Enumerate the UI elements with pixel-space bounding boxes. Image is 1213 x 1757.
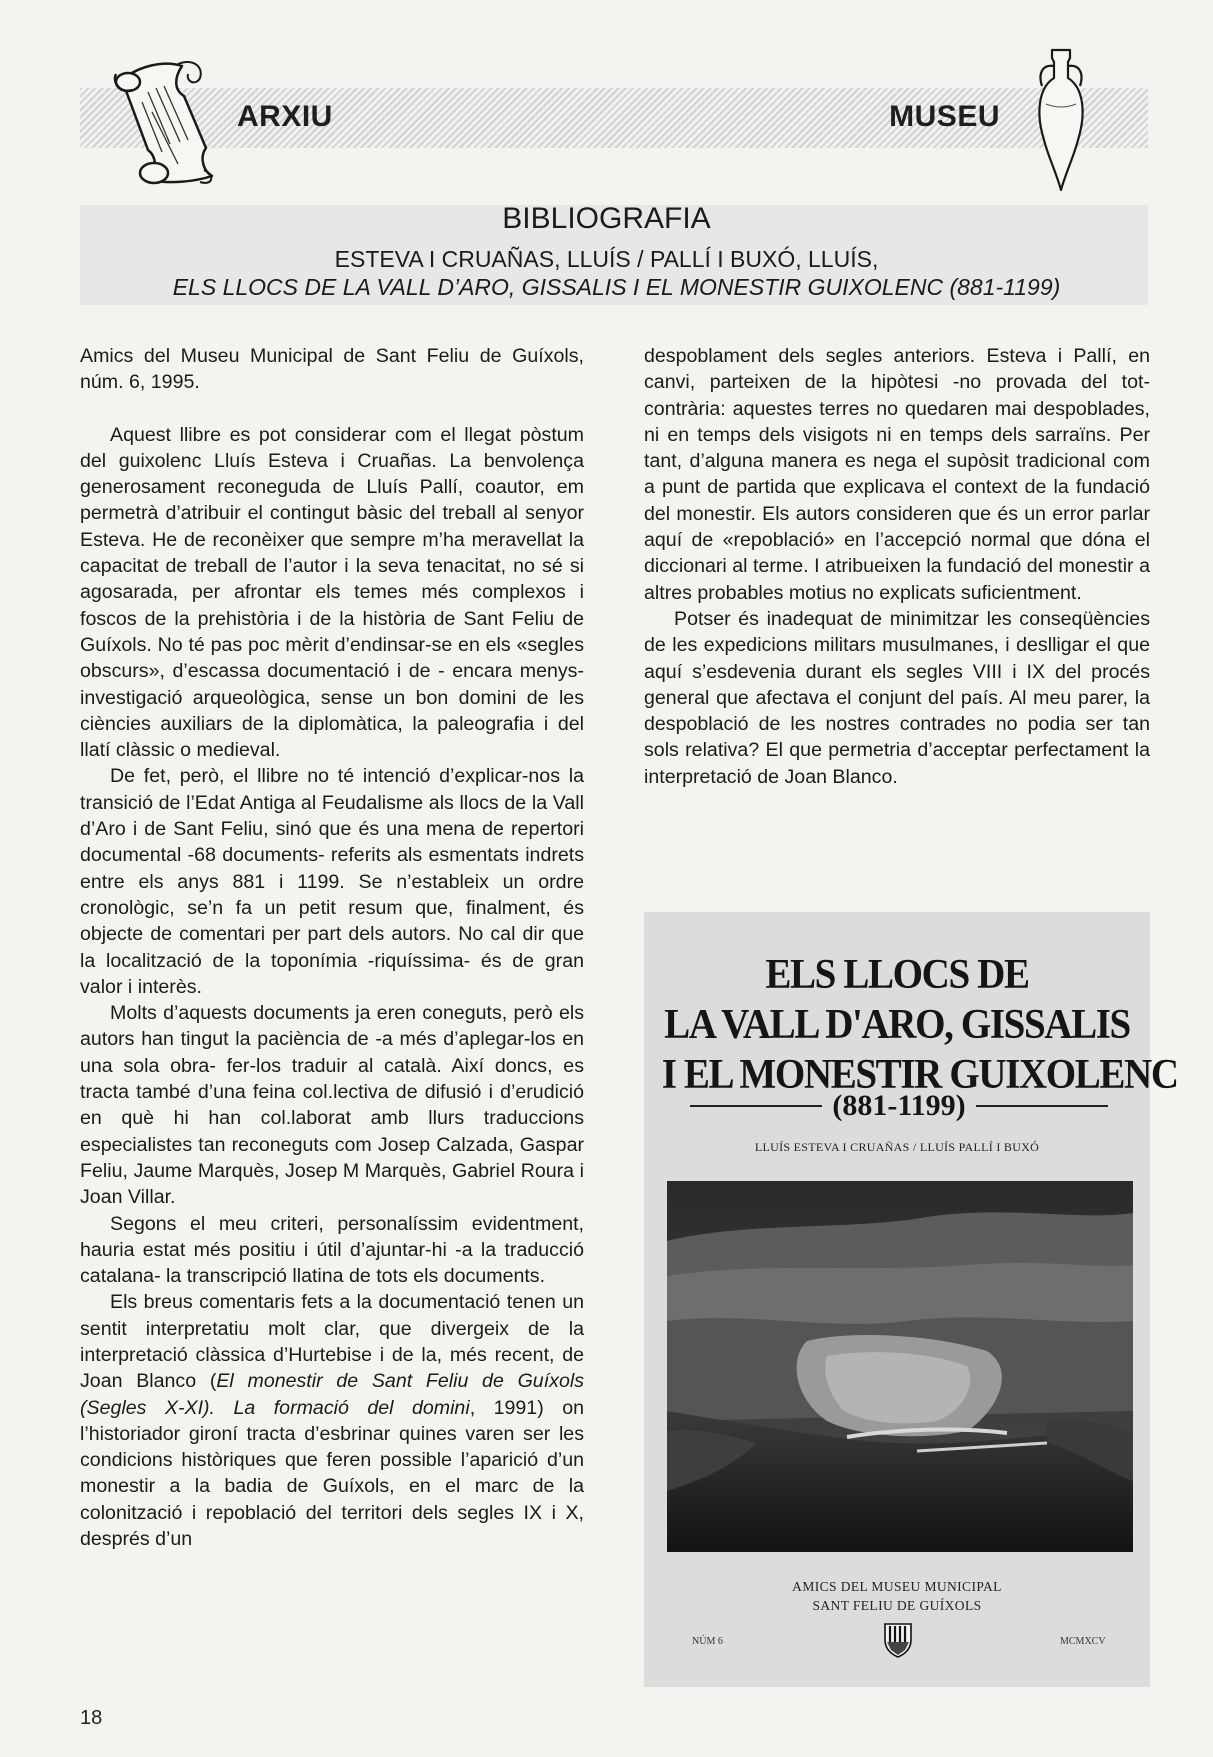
aerial-photo	[667, 1181, 1133, 1552]
publisher-line: SANT FELIU DE GUÍXOLS	[812, 1598, 982, 1613]
publisher-line: AMICS DEL MUSEU MUNICIPAL	[792, 1579, 1002, 1594]
review-paragraph: Potser és inadequat de minimitzar les conseqüències de les expedicions militars musulmanes, i deslligar el que aquí s’esdevenia durant els segles VIII i IX del procés general que afectava el conjunt del país. Al meu parer, la despoblació de les nostres contrades no podia ser tan sols relativa? El que permetria d’acceptar perfectament la interpretació de Joan Blanco.	[644, 607, 1150, 788]
paragraph-text: , 1991) on l’historiador gironí tracta d’esbrinar quines varen ser les condicions històriques que feren possible l’aparició d’un monestir a la badia de Guíxols, en el marc de la colonització i repoblació del territori dels segles IX i X, després d’un	[80, 1396, 584, 1551]
bibliography-heading: BIBLIOGRAFIA	[502, 202, 711, 235]
amphora-icon	[1032, 44, 1090, 194]
cover-authors: LLUÍS ESTEVA I CRUAÑAS / LLUÍS PALLÍ I BUXÓ	[754, 1140, 1040, 1154]
review-paragraph: Segons el meu criteri, personalíssim evidentment, hauria estat més positiu i útil d’ajuntar-hi -a la traducció catalana- la transcripció llatina de tots els documents.	[80, 1212, 584, 1288]
book-authors: ESTEVA I CRUAÑAS, LLUÍS / PALLÍ I BUXÓ, LLUÍS,	[334, 246, 879, 272]
paragraph-text: Els breus comentaris fets a la documentació tenen un sentit interpretatiu molt clar, que divergeix de la interpretació clàssica d’Hurtebise i de la, més recent, de Joan Blanco (	[80, 1291, 584, 1393]
cover-title-line: LA VALL D'ARO, GISSALIS	[664, 1002, 1130, 1048]
publication-info: Amics del Museu Municipal de Sant Feliu de Guíxols, núm. 6, 1995.	[80, 345, 584, 394]
cover-year-roman: MCMXCV	[1060, 1636, 1106, 1647]
review-paragraph: De fet, però, el llibre no té intenció d’explicar-nos la transició de l’Edat Antiga al Feudalisme als llocs de la Vall d’Aro i de Sant Feliu, sinó que és una mena de repertori documental -68 documents- referits als esmentats indrets entre els anys 881 i 1199. Se n’estableix un ordre cronològic, se’n fa un petit resum que, finalment, és objecte de comentari per part dels autors. No cal dir que la localització de la toponímia -riquíssima- és de gran valor i interès.	[80, 765, 584, 998]
cover-title-line: I EL MONESTIR GUIXOLENC	[661, 1052, 1178, 1098]
section-label-arxiu: ARXIU	[237, 100, 333, 133]
review-paragraph: despoblament dels segles anteriors. Esteva i Pallí, en canvi, parteixen de la hipòtesi -no provada del tot- contrària: aquestes terres no quedaren mai despoblades, ni en temps dels visigots ni en temps dels sarraïns. Per tant, d’alguna manera es nega el supòsit tradicional com a punt de partida que explicava el context de la fundació del monestir. Els autors consideren que és un error parlar aquí de «repoblació» en l’accepció normal que dóna el diccionari al terme. I atribueixen la fundació del monestir a altres probables motius no explicats suficientment.	[644, 345, 1150, 604]
page-number: 18	[80, 1707, 103, 1729]
book-title: ELS LLOCS DE LA VALL D’ARO, GISSALIS I EL MONESTIR GUIXOLENC (881-1199)	[172, 274, 1061, 300]
section-label-museu: MUSEU	[889, 100, 1000, 133]
divider	[976, 1105, 1108, 1107]
crest-icon	[883, 1622, 913, 1658]
cover-title-line: ELS LLOCS DE	[765, 952, 1029, 998]
cover-years: (881-1199)	[832, 1089, 966, 1122]
review-paragraph	[80, 1289, 584, 1552]
cover-title	[661, 950, 1178, 1100]
review-paragraph: Molts d’aquests documents ja eren coneguts, però els autors han tingut la paciència de -a més d’aplegar-los en una sola obra- fer-los traduir al català. Així doncs, es tracta també d’una feina col.lectiva de difusió i d’erudició en què hi han col.laborat amb llurs traduccions especialistes tan reconeguts com Josep Calzada, Gaspar Feliu, Jaume Marquès, Josep M Marquès, Gabriel Roura i Joan Villar.	[80, 1002, 584, 1209]
left-column	[80, 343, 584, 1552]
scroll-icon	[108, 52, 228, 187]
divider	[690, 1105, 822, 1107]
cover-issue-number: NÚM 6	[692, 1636, 723, 1647]
cover-years-row	[690, 1086, 1108, 1126]
cited-work-title: El monestir de Sant Feliu de Guíxols (Segles X-XI). La formació del domini	[80, 1370, 584, 1419]
cover-publisher	[644, 1577, 1150, 1615]
right-column	[644, 343, 1150, 790]
review-paragraph: Aquest llibre es pot considerar com el llegat pòstum del guixolenc Lluís Esteva i Cruañas. La benvolença generosament reconeguda de Lluís Pallí, coautor, em permetrà d’atribuir el contingut bàsic del treball al senyor Esteva. He de reconèixer que sempre m’ha meravellat la capacitat de treball de l’autor i la seva tenacitat, no sé si agosarada, per afrontar els temes més complexos i foscos de la prehistòria i de la història de Sant Feliu de Guíxols. No té pas poc mèrit d’endinsar-se en els «segles obscurs», d’escassa documentació i de - encara menys-investigació arqueològica, sense un bon domini de les ciències auxiliars de la diplomàtica, la paleografia i del llatí clàssic o medieval.	[80, 423, 584, 762]
